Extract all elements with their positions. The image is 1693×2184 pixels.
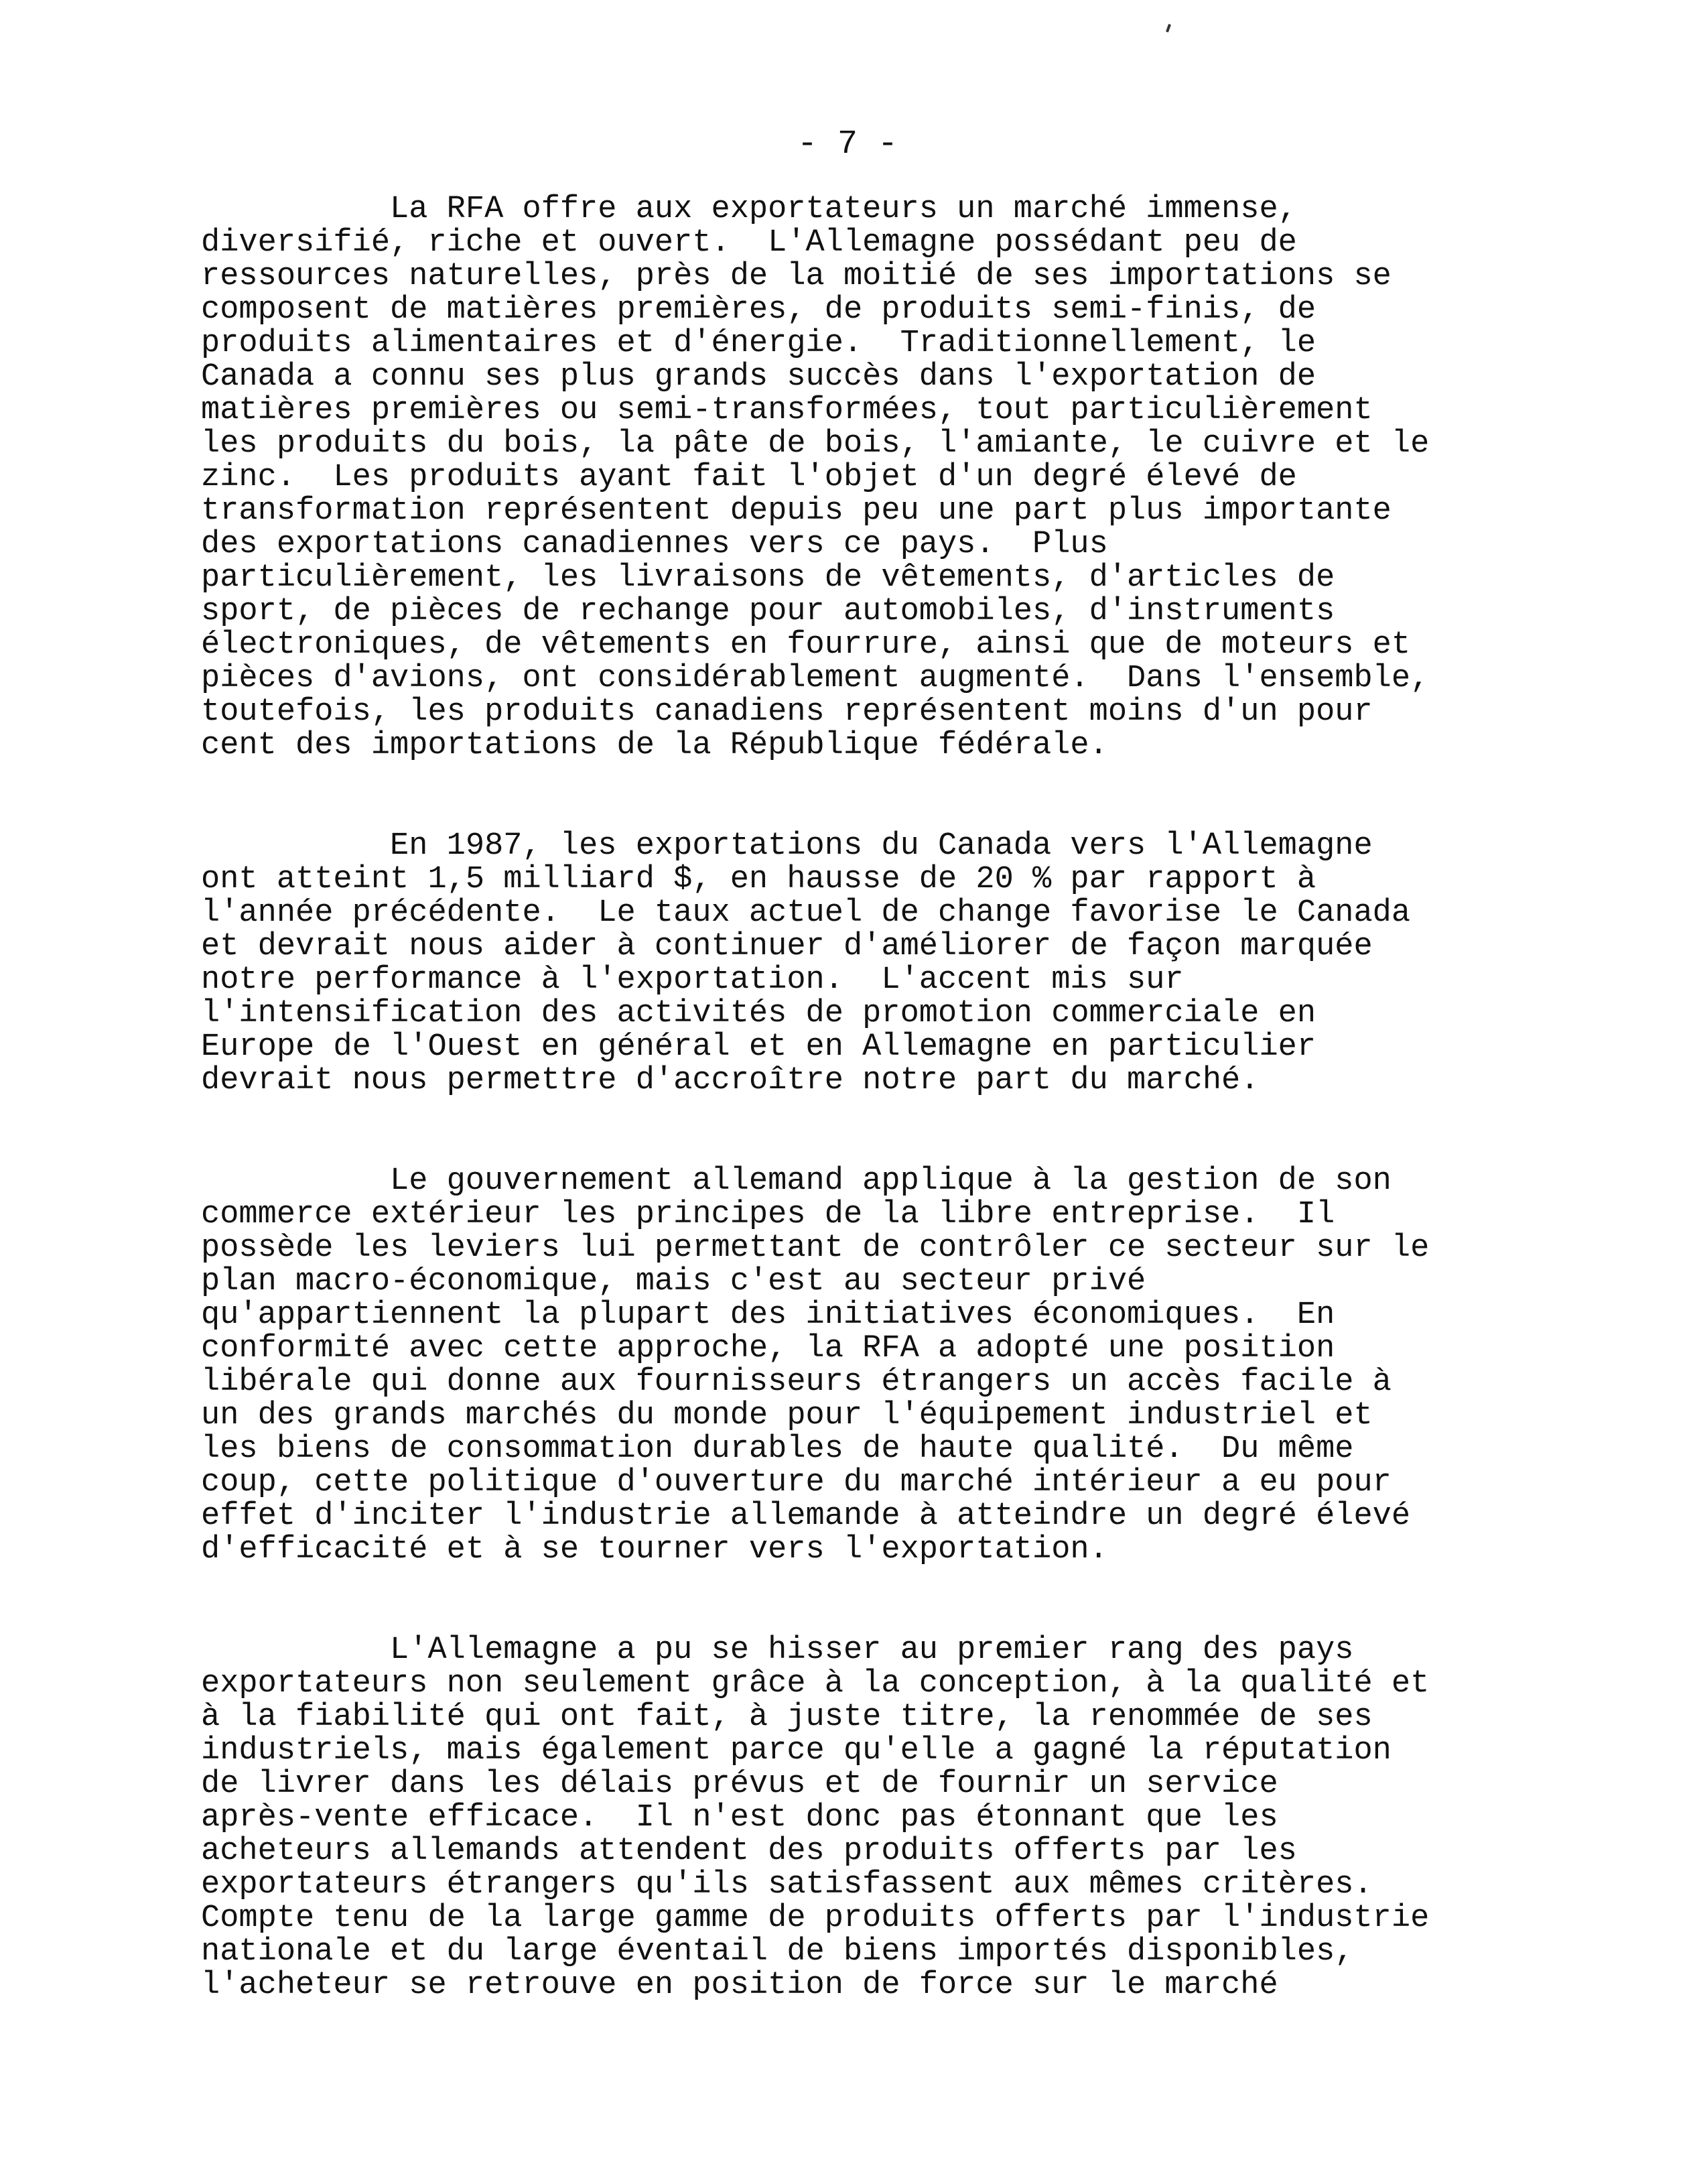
stray-mark — [1166, 24, 1171, 33]
text-line: des exportations canadiennes vers ce pays. Plus — [201, 527, 1108, 562]
text-line: matières premières ou semi-transformées, tout particulièrement — [201, 393, 1373, 428]
text-line: coup, cette politique d'ouverture du marché intérieur a eu pour — [201, 1465, 1392, 1500]
text-line: électroniques, de vêtements en fourrure, ainsi que de moteurs et — [201, 627, 1411, 663]
text-line: diversifié, riche et ouvert. L'Allemagne possédant peu de — [201, 225, 1297, 261]
text-line: notre performance à l'exportation. L'accent mis sur — [201, 962, 1184, 998]
text-line: cent des importations de la République fédérale. — [201, 728, 1108, 763]
text-line: après-vente efficace. Il n'est donc pas étonnant que les — [201, 1800, 1278, 1836]
paragraph — [201, 193, 1541, 763]
text-line: La RFA offre aux exportateurs un marché immense, — [201, 192, 1297, 227]
paragraph — [201, 1634, 1541, 2002]
text-line: l'intensification des activités de promotion commerciale en — [201, 996, 1316, 1031]
text-line: Canada a connu ses plus grands succès dans l'exportation de — [201, 359, 1316, 395]
text-line: un des grands marchés du monde pour l'équipement industriel et — [201, 1398, 1373, 1433]
text-line: ressources naturelles, près de la moitié de ses importations se — [201, 259, 1392, 294]
text-line: industriels, mais également parce qu'elle a gagné la réputation — [201, 1733, 1392, 1769]
text-line: l'année précédente. Le taux actuel de change favorise le Canada — [201, 895, 1411, 931]
text-line: Compte tenu de la large gamme de produits offerts par l'industrie — [201, 1901, 1430, 1936]
text-line: l'acheteur se retrouve en position de force sur le marché — [201, 1968, 1278, 2003]
text-line: et devrait nous aider à continuer d'améliorer de façon marquée — [201, 929, 1373, 964]
text-line: acheteurs allemands attendent des produits offerts par les — [201, 1834, 1297, 1869]
text-line: pièces d'avions, ont considérablement augmenté. Dans l'ensemble, — [201, 661, 1430, 696]
text-line: les produits du bois, la pâte de bois, l'amiante, le cuivre et le — [201, 426, 1430, 462]
text-line: de livrer dans les délais prévus et de fournir un service — [201, 1767, 1278, 1802]
text-line: qu'appartiennent la plupart des initiatives économiques. En — [201, 1297, 1335, 1333]
text-line: libérale qui donne aux fournisseurs étrangers un accès facile à — [201, 1364, 1392, 1400]
text-line: d'efficacité et à se tourner vers l'exportation. — [201, 1532, 1108, 1567]
text-line: exportateurs non seulement grâce à la conception, à la qualité et — [201, 1666, 1430, 1701]
text-line: Le gouvernement allemand applique à la gestion de son — [201, 1163, 1392, 1199]
text-line: produits alimentaires et d'énergie. Traditionnellement, le — [201, 326, 1316, 361]
text-line: conformité avec cette approche, la RFA a adopté une position — [201, 1331, 1335, 1366]
text-line: particulièrement, les livraisons de vêtements, d'articles de — [201, 560, 1335, 596]
text-line: possède les leviers lui permettant de contrôler ce secteur sur le — [201, 1230, 1430, 1266]
text-line: plan macro-économique, mais c'est au secteur privé — [201, 1264, 1146, 1299]
text-line: ont atteint 1,5 milliard $, en hausse de 20 % par rapport à — [201, 862, 1316, 897]
text-line: Europe de l'Ouest en général et en Allemagne en particulier — [201, 1029, 1316, 1065]
text-line: sport, de pièces de rechange pour automobiles, d'instruments — [201, 594, 1335, 629]
text-line: L'Allemagne a pu se hisser au premier rang des pays — [201, 1632, 1354, 1668]
text-line: commerce extérieur les principes de la libre entreprise. Il — [201, 1197, 1335, 1232]
text-line: composent de matières premières, de produits semi-finis, de — [201, 292, 1316, 328]
paragraph — [201, 1165, 1541, 1567]
body-text — [201, 193, 1541, 2069]
paragraph — [201, 830, 1541, 1098]
text-line: nationale et du large éventail de biens importés disponibles, — [201, 1934, 1354, 1970]
text-line: les biens de consommation durables de haute qualité. Du même — [201, 1431, 1354, 1467]
text-line: exportateurs étrangers qu'ils satisfassent aux mêmes critères. — [201, 1867, 1373, 1903]
text-line: zinc. Les produits ayant fait l'objet d'un degré élevé de — [201, 460, 1297, 495]
text-line: à la fiabilité qui ont fait, à juste titre, la renommée de ses — [201, 1699, 1373, 1735]
text-line: effet d'inciter l'industrie allemande à atteindre un degré élevé — [201, 1498, 1411, 1534]
text-line: devrait nous permettre d'accroître notre part du marché. — [201, 1063, 1260, 1098]
page-number: - 7 - — [797, 125, 898, 164]
text-line: toutefois, les produits canadiens représentent moins d'un pour — [201, 694, 1373, 730]
text-line: En 1987, les exportations du Canada vers l'Allemagne — [201, 828, 1373, 864]
text-line: transformation représentent depuis peu une part plus importante — [201, 493, 1392, 529]
